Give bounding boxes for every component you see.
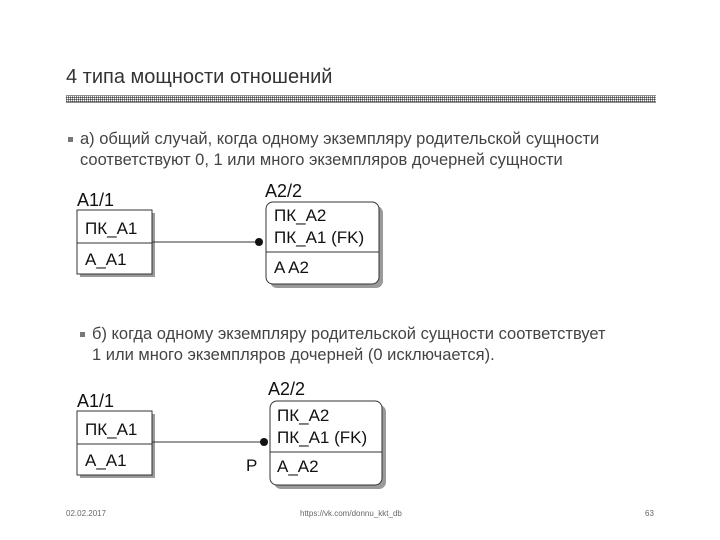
child-pk: ПК_A2 <box>274 206 327 225</box>
footer-url[interactable]: https://vk.com/donnu_kkt_db <box>300 509 402 518</box>
slide-title: 4 типа мощности отношений <box>66 66 333 88</box>
cardinality-label: P <box>246 456 258 475</box>
bullet-a-line2: соответствуют 0, 1 или много экземпляров дочерней сущности <box>80 151 563 169</box>
child-entity-name: A2/2 <box>265 181 303 201</box>
bullet-b-line1: б) когда одному экземпляру родительской сущности соответствует <box>92 325 606 343</box>
parent-pk: ПК_A1 <box>85 420 138 439</box>
bullet-b <box>92 324 606 366</box>
child-attr: A_A2 <box>277 457 319 476</box>
child-entity-name: A2/2 <box>268 379 306 399</box>
bullet-b-line2: 1 или много экземпляров дочерней (0 исключается). <box>92 346 495 364</box>
parent-entity-name: A1/1 <box>77 190 115 210</box>
bullet-a-line1: а) общий случай, когда одному экземпляру родительской сущности <box>80 130 600 148</box>
many-dot <box>260 438 268 446</box>
parent-attr: A_A1 <box>85 250 127 269</box>
parent-pk: ПК_A1 <box>85 219 138 238</box>
footer-date: 02.02.2017 <box>66 509 107 518</box>
child-attr: A A2 <box>274 258 309 277</box>
parent-entity-name: A1/1 <box>77 391 115 411</box>
diagram-a <box>77 181 383 288</box>
child-fk: ПК_A1 (FK) <box>274 228 365 247</box>
many-dot <box>255 238 263 246</box>
parent-attr: A_A1 <box>85 451 127 470</box>
child-fk: ПК_A1 (FK) <box>277 428 368 447</box>
child-pk: ПК_A2 <box>277 406 330 425</box>
diagram-b <box>77 379 386 489</box>
page-number: 63 <box>645 509 654 518</box>
bullet-marker <box>80 332 85 337</box>
